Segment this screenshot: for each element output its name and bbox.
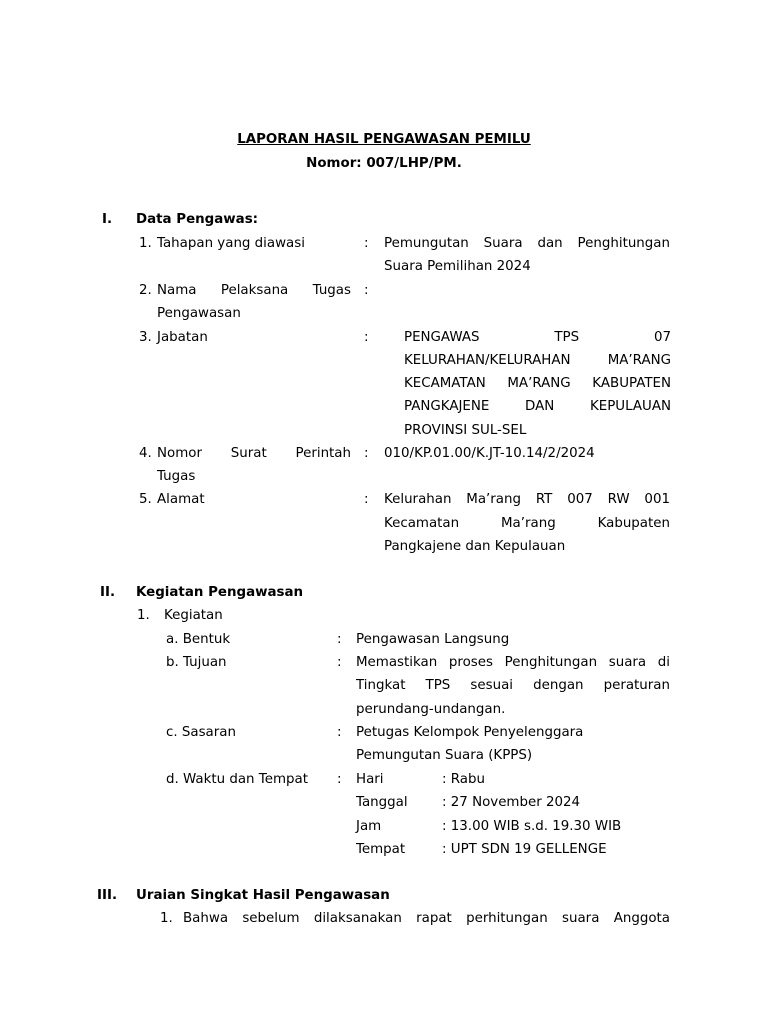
sub-label: Kegiatan <box>164 608 223 623</box>
item-value: 010/KP.01.00/K.JT-10.14/2/2024 <box>384 446 595 461</box>
item-value-line: Kelurahan Ma’rang RT 007 RW 001 <box>384 492 670 507</box>
schedule-key: Hari <box>356 772 384 787</box>
item-value-line: Kecamatan Ma’rang Kabupaten <box>384 516 670 531</box>
item-label: Tugas <box>157 469 196 484</box>
activity-value: Pengawasan Langsung <box>356 632 510 647</box>
section-1-number: I. <box>102 212 113 227</box>
section-1-heading: Data Pengawas: <box>136 212 259 227</box>
colon: : <box>337 725 342 740</box>
item-label: Jabatan <box>157 330 208 345</box>
item-label: Tahapan yang diawasi <box>157 236 305 251</box>
activity-value-line: Memastikan proses Penghitungan suara di <box>356 655 670 670</box>
item-value-line: PENGAWAS TPS 07 <box>404 330 671 345</box>
item-value-line: KELURAHAN/KELURAHAN MA’RANG <box>404 353 671 368</box>
sub-number: 1. <box>137 608 150 623</box>
colon: : <box>337 632 342 647</box>
colon: : <box>364 283 369 298</box>
activity-value-line: Tingkat TPS sesuai dengan peraturan <box>356 678 670 693</box>
item-label: Alamat <box>157 492 205 507</box>
item-value-line: Suara Pemilihan 2024 <box>384 259 531 274</box>
item-number: 1. <box>139 236 152 251</box>
section-3-heading: Uraian Singkat Hasil Pengawasan <box>136 888 390 903</box>
item-value-line: PANGKAJENE DAN KEPULAUAN <box>404 399 671 414</box>
item-value-line: Pemungutan Suara dan Penghitungan <box>384 236 670 251</box>
activity-value-line: Petugas Kelompok Penyelenggara <box>356 725 584 740</box>
section-2-heading: Kegiatan Pengawasan <box>136 585 304 600</box>
activity-value-line: perundang-undangan. <box>356 702 506 717</box>
schedule-key: Jam <box>356 819 382 834</box>
item-number: 5. <box>139 492 152 507</box>
summary-item-number: 1. <box>160 911 173 926</box>
item-value-line: Pangkajene dan Kepulauan <box>384 539 566 554</box>
colon: : <box>337 772 342 787</box>
item-number: 3. <box>139 330 152 345</box>
summary-item-text: Bahwa sebelum dilaksanakan rapat perhitungan suara Anggota <box>183 911 670 926</box>
schedule-key: Tanggal <box>356 795 408 810</box>
section-2-number: II. <box>100 585 116 600</box>
item-label: Nomor Surat Perintah <box>157 446 351 461</box>
schedule-value: : Rabu <box>442 772 485 787</box>
colon: : <box>364 236 369 251</box>
activity-label: a. Bentuk <box>166 632 231 647</box>
item-value-line: KECAMATAN MA’RANG KABUPATEN <box>404 376 671 391</box>
document-number: Nomor: 007/LHP/PM. <box>306 156 462 171</box>
colon: : <box>337 655 342 670</box>
activity-label: b. Tujuan <box>166 655 227 670</box>
schedule-value: : 27 November 2024 <box>442 795 581 810</box>
item-value-line: PROVINSI SUL-SEL <box>404 423 527 438</box>
schedule-key: Tempat <box>356 842 406 857</box>
item-number: 2. <box>139 283 152 298</box>
item-label: Nama Pelaksana Tugas <box>157 283 351 298</box>
colon: : <box>364 492 369 507</box>
section-3-number: III. <box>97 888 118 903</box>
schedule-value: : UPT SDN 19 GELLENGE <box>442 842 607 857</box>
colon: : <box>364 446 369 461</box>
document-title: LAPORAN HASIL PENGAWASAN PEMILU <box>237 132 531 147</box>
activity-label: d. Waktu dan Tempat <box>166 772 308 787</box>
activity-label: c. Sasaran <box>166 725 236 740</box>
activity-value-line: Pemungutan Suara (KPPS) <box>356 748 533 763</box>
colon: : <box>364 330 369 345</box>
item-label: Pengawasan <box>157 306 241 321</box>
item-number: 4. <box>139 446 152 461</box>
schedule-value: : 13.00 WIB s.d. 19.30 WIB <box>442 819 622 834</box>
